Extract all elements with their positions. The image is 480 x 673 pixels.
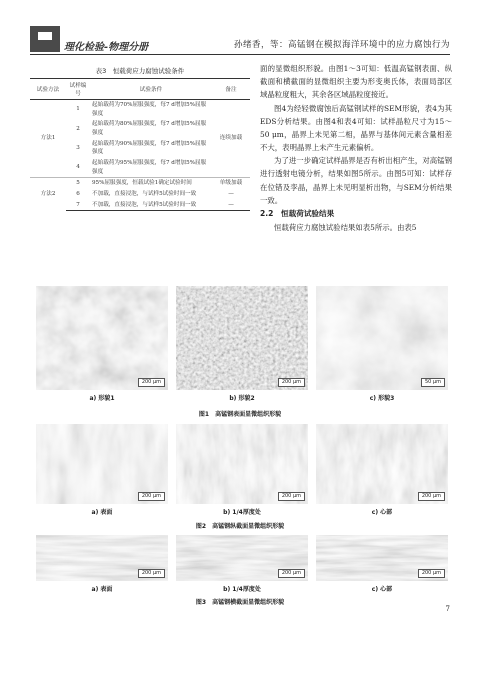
scale-bar: 200 μm	[418, 492, 445, 501]
note-cell: 连续加载	[219, 135, 243, 142]
section-heading: 2.2 恒载荷试验结果	[260, 208, 335, 218]
body-paragraph: 恒载荷应力腐蚀试验结果如表5所示。由表5	[274, 222, 417, 232]
journal-logo	[30, 26, 60, 52]
method-cell: 方法2	[30, 178, 66, 211]
th-condition: 试验条件	[90, 79, 212, 100]
condition-cell: 不加载，直接浸泡，与试样5试验时间一致	[90, 200, 212, 211]
micrograph	[316, 286, 448, 390]
scale-bar: 50 μm	[421, 378, 445, 387]
condition-cell: 起始载荷为80%屈服强度，每7 d增加5%屈服强度	[92, 121, 207, 136]
running-title: 孙绪香，等：高锰钢在模拟海洋环境中的应力腐蚀行为	[233, 40, 450, 50]
number-cell: 3	[76, 144, 80, 151]
figure-2-panels	[36, 424, 448, 504]
number-cell: 4	[76, 164, 80, 171]
body-paragraph: 面的显微组织形貌。由图1～3可知：低温高锰钢表面、纵截面和横截面的显微组织主要为形变奥氏体，表面局部区域晶粒度粗大，其余各区域晶粒度接近。	[260, 64, 452, 100]
condition-cell: 不加载，直接浸泡，与试样5试验时间一致	[92, 190, 197, 197]
note-cell: —	[228, 190, 234, 197]
panel-label: b) 形貌2	[229, 395, 255, 402]
figure-3-panels	[36, 535, 448, 581]
panel-label: c) 形貌3	[369, 395, 395, 402]
scale-bar: 200 μm	[278, 569, 305, 578]
condition-cell: 起始载荷为70%屈服强度，每7 d增加5%屈服强度	[92, 102, 207, 117]
table-caption: 表3 恒载荷应力腐蚀试验条件	[95, 67, 185, 75]
micrograph	[36, 535, 168, 581]
figure-caption: 图1 高锰钢表面显微组织形貌	[198, 411, 282, 418]
body-text-column	[260, 62, 452, 234]
panel-label: b) 1/4厚度处	[223, 509, 261, 516]
panel-label: a) 形貌1	[89, 395, 115, 402]
scale-bar: 200 μm	[278, 492, 305, 501]
note-cell: 单级加载	[212, 178, 250, 189]
figure-caption: 图2 高锰钢纵截面显微组织形貌	[195, 523, 285, 530]
scale-bar: 200 μm	[278, 378, 305, 387]
micrograph-image	[316, 286, 448, 390]
scale-bar: 200 μm	[138, 569, 165, 578]
page-header	[0, 0, 480, 60]
condition-cell: 起始载荷为95%屈服强度，每7 d增加5%屈服强度	[92, 159, 207, 175]
page-number: 7	[445, 605, 450, 613]
th-note: 备注	[212, 79, 250, 100]
micrograph-image	[36, 286, 168, 390]
th-number: 试样编号	[66, 79, 90, 100]
micrograph-image	[176, 286, 308, 390]
conditions-table	[30, 78, 250, 211]
panel-label: c) 心部	[371, 509, 393, 516]
number-cell: 2	[76, 125, 80, 132]
method-cell: 方法1	[40, 135, 56, 142]
panel-label: a) 表面	[91, 586, 113, 593]
figure-3-sublabels	[36, 584, 448, 593]
journal-name: 理化检验-物理分册	[64, 42, 149, 53]
figure-caption: 图3 高锰钢横截面显微组织形貌	[195, 599, 285, 606]
micrograph	[36, 286, 168, 390]
figure-1-sublabels	[36, 393, 448, 402]
number-cell: 6	[76, 190, 80, 197]
panel-label: c) 心部	[371, 586, 393, 593]
micrograph	[176, 535, 308, 581]
panel-label: a) 表面	[91, 509, 113, 516]
figure-1-panels	[36, 286, 448, 390]
scale-bar: 200 μm	[138, 378, 165, 387]
th-method: 试验方法	[30, 79, 66, 100]
body-paragraph: 图4为经轻微腐蚀后高锰钢试样的SEM形貌，表4为其EDS分析结果。由图4和表4可知：试样晶粒尺寸为15～50 μm，晶界上未见第二相，晶界与基体间元素含量相差不大，表明晶界上未产生元素偏析。	[260, 103, 452, 153]
micrograph	[176, 286, 308, 390]
figure-2-sublabels	[36, 507, 448, 516]
table-row	[30, 178, 250, 189]
header-rule	[30, 54, 450, 55]
number-cell: 5	[66, 178, 90, 189]
condition-cell: 95%屈服强度，恒载试验1确定试验时间	[90, 178, 212, 189]
micrograph	[316, 535, 448, 581]
scale-bar: 200 μm	[138, 492, 165, 501]
table-row	[30, 100, 250, 120]
micrograph	[36, 424, 168, 504]
scale-bar: 200 μm	[418, 569, 445, 578]
table-header-row	[30, 79, 250, 100]
panel-label: b) 1/4厚度处	[223, 586, 261, 593]
note-cell: —	[212, 200, 250, 211]
number-cell: 1	[76, 106, 80, 113]
number-cell: 7	[66, 200, 90, 211]
micrograph	[316, 424, 448, 504]
micrograph	[176, 424, 308, 504]
condition-cell: 起始载荷为90%屈服强度，每7 d增加5%屈服强度	[92, 140, 207, 156]
body-paragraph: 为了进一步确定试样晶界是否有析出相产生，对高锰钢进行透射电镜分析，结果如图5所示。由图5可知：试样存在位错及孪晶，晶界上未见明显析出物，与SEM分析结果一致。	[260, 156, 452, 205]
